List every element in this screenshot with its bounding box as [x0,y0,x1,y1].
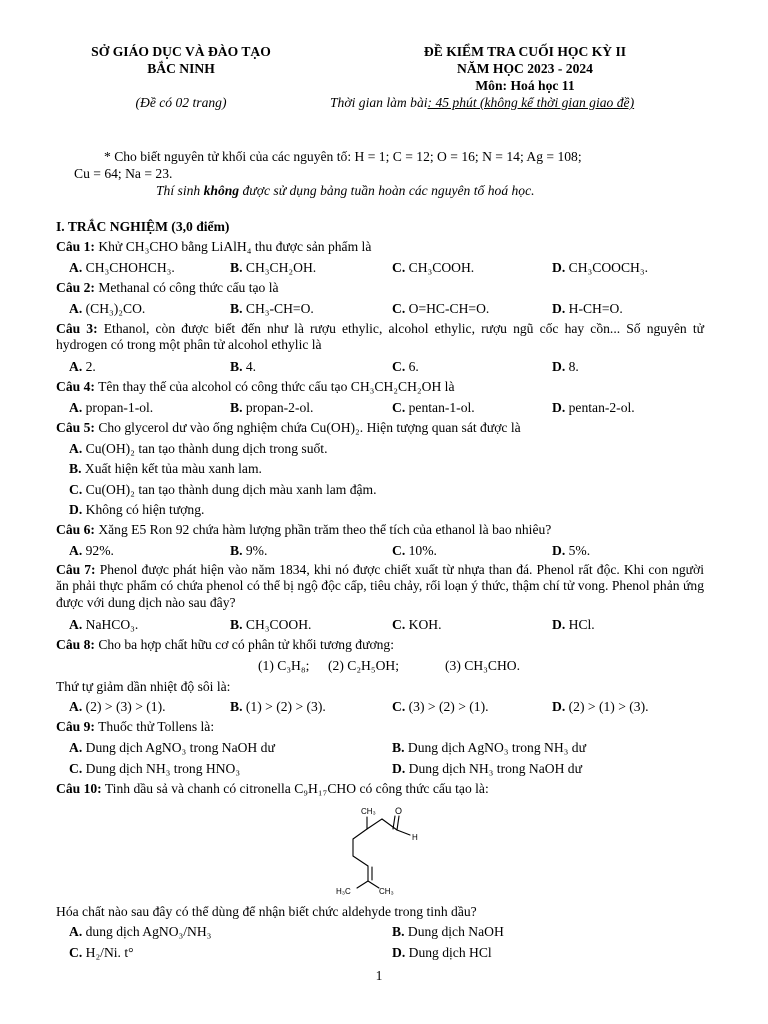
q6-option-a[interactable]: A. 92%. [69,543,114,558]
structure-bonds [353,816,410,888]
q3-option-b[interactable]: B. 4. [230,359,257,374]
question-8: Câu 8: Cho ba hợp chất hữu cơ có phân tử khối tương đương: [56,637,395,652]
header-exam-title: ĐỀ KIỂM TRA CUỐI HỌC KỲ II [423,44,627,59]
q5-option-c[interactable]: C. Cu(OH)₂ tan tạo thành dung dịch màu xanh lam đậm. [69,482,377,497]
q8-compound-3: (3) CH₃CHO. [445,658,520,673]
header-department: SỞ GIÁO DỤC VÀ ĐÀO TẠO [91,44,271,59]
q4-option-a[interactable]: A. propan-1-ol. [69,400,154,415]
q7-option-c[interactable]: C. KOH. [392,617,442,632]
q2-option-b[interactable]: B. CH₃-CH=O. [230,301,314,316]
header-page-note: (Đề có 02 trang) [135,95,227,110]
q8-compound-2: (2) C₂H₅OH; [328,658,400,673]
q5-option-d[interactable]: D. Không có hiện tượng. [69,502,205,517]
q8-option-a[interactable]: A. (2) > (3) > (1). [69,699,166,714]
q6-option-c[interactable]: C. 10%. [392,543,437,558]
q4-option-c[interactable]: C. pentan-1-ol. [392,400,475,415]
q10-option-b[interactable]: B. Dung dịch NaOH [392,924,504,939]
question-3: Câu 3: Ethanol, còn được biết đến như là rượu ethylic, alcohol ethylic, rượu ngũ cốc hay cồn... Số nguyên tử hydrogen có trong một phân tử alcohol ethylic là [56,321,704,353]
q9-option-b[interactable]: B. Dung dịch AgNO₃ trong NH₃ dư [392,740,586,755]
q9-option-d[interactable]: D. Dung dịch NH₃ trong NaOH dư [392,761,582,776]
q4-option-d[interactable]: D. pentan-2-ol. [552,400,635,415]
question-5: Câu 5: Cho glycerol dư vào ống nghiệm chứa Cu(OH)₂. Hiện tượng quan sát được là [56,420,521,435]
question-4: Câu 4: Tên thay thế của alcohol có công thức cấu tạo CH₃CH₂CH₂OH là [56,379,455,394]
question-9: Câu 9: Thuốc thử Tollens là: [56,719,215,734]
q3-option-c[interactable]: C. 6. [392,359,419,374]
q5-option-a[interactable]: A. Cu(OH)₂ tan tạo thành dung dịch trong suốt. [69,441,328,456]
page-number: 1 [375,968,383,983]
label-top-methyl: CH₃ [361,807,376,816]
q8-option-b[interactable]: B. (1) > (2) > (3). [230,699,326,714]
q1-option-b[interactable]: B. CH₃CH₂OH. [230,260,317,275]
no-periodic-table-note: Thí sinh không được sử dụng bảng tuần hoàn các nguyên tố hoá học. [156,183,535,198]
header-subject: Môn: Hoá học 11 [475,78,575,93]
q7-option-b[interactable]: B. CH₃COOH. [230,617,312,632]
q10-subquestion: Hóa chất nào sau đây có thể dùng để nhận biết chức aldehyde trong tinh dầu? [56,904,477,919]
q8-subquestion: Thứ tự giảm dần nhiệt độ sôi là: [56,679,231,694]
q6-option-d[interactable]: D. 5%. [552,543,591,558]
label-left-methyl: H₃C [336,887,351,896]
q5-option-b[interactable]: B. Xuất hiện kết tủa màu xanh lam. [69,461,262,476]
q2-option-c[interactable]: C. O=HC-CH=O. [392,301,490,316]
q6-option-b[interactable]: B. 9%. [230,543,268,558]
citronella-structure [320,800,440,900]
label-aldehyde-hydrogen: H [412,833,418,842]
section-title: I. TRẮC NGHIỆM (3,0 điểm) [56,219,230,234]
q8-compound-1: (1) C₃H₈; [258,658,310,673]
question-1: Câu 1: Khử CH₃CHO bằng LiAlH₄ thu được sản phẩm là [56,239,372,254]
q2-option-d[interactable]: D. H-CH=O. [552,301,623,316]
q7-option-d[interactable]: D. HCl. [552,617,595,632]
q3-option-d[interactable]: D. 8. [552,359,579,374]
q7-option-a[interactable]: A. NaHCO₃. [69,617,139,632]
q1-option-c[interactable]: C. CH₃COOH. [392,260,475,275]
label-right-methyl: CH₃ [379,887,394,896]
q9-option-a[interactable]: A. Dung dịch AgNO₃ trong NaOH dư [69,740,275,755]
question-10: Câu 10: Tinh dầu sả và chanh có citronella C₉H₁₇CHO có công thức cấu tạo là: [56,781,489,796]
atomic-mass-line-2: Cu = 64; Na = 23. [74,166,173,181]
q10-option-c[interactable]: C. H₂/Ni. t° [69,945,134,960]
q8-option-d[interactable]: D. (2) > (1) > (3). [552,699,649,714]
label-carbonyl-oxygen: O [395,806,403,816]
header-school-year: NĂM HỌC 2023 - 2024 [457,61,593,76]
q9-option-c[interactable]: C. Dung dịch NH₃ trong HNO₃ [69,761,241,776]
q1-option-d[interactable]: D. CH₃COOCH₃. [552,260,648,275]
header-time: Thời gian làm bài: 45 phút (không kể thời gian giao đề) [330,95,635,110]
q10-option-a[interactable]: A. dung dịch AgNO₃/NH₃ [69,924,212,939]
q3-option-a[interactable]: A. 2. [69,359,96,374]
question-2: Câu 2: Methanal có công thức cấu tạo là [56,280,279,295]
question-6: Câu 6: Xăng E5 Ron 92 chứa hàm lượng phần trăm theo thể tích của ethanol là bao nhiêu? [56,522,552,537]
q1-option-a[interactable]: A. CH₃CHOHCH₃. [69,260,175,275]
q2-option-a[interactable]: A. (CH₃)₂CO. [69,301,146,316]
question-7: Câu 7: Phenol được phát hiện vào năm 1834, khi nó được chiết xuất từ nhựa than đá. Phenol rất độc. Khi con người ăn phải thực phẩm có chứa phenol có thể bị ngộ độc cấp, tiêu chảy, rối loạn ý thức, thậm chí tử vong. Phenol phản ứng được với dung dịch nào sau đây? [56,562,704,610]
q4-option-b[interactable]: B. propan-2-ol. [230,400,314,415]
header-province: BẮC NINH [147,61,215,76]
atomic-mass-line-1: * Cho biết nguyên tử khối của các nguyên tố: H = 1; C = 12; O = 16; N = 14; Ag = 108; [104,149,582,164]
q10-option-d[interactable]: D. Dung dịch HCl [392,945,492,960]
q8-option-c[interactable]: C. (3) > (2) > (1). [392,699,489,714]
